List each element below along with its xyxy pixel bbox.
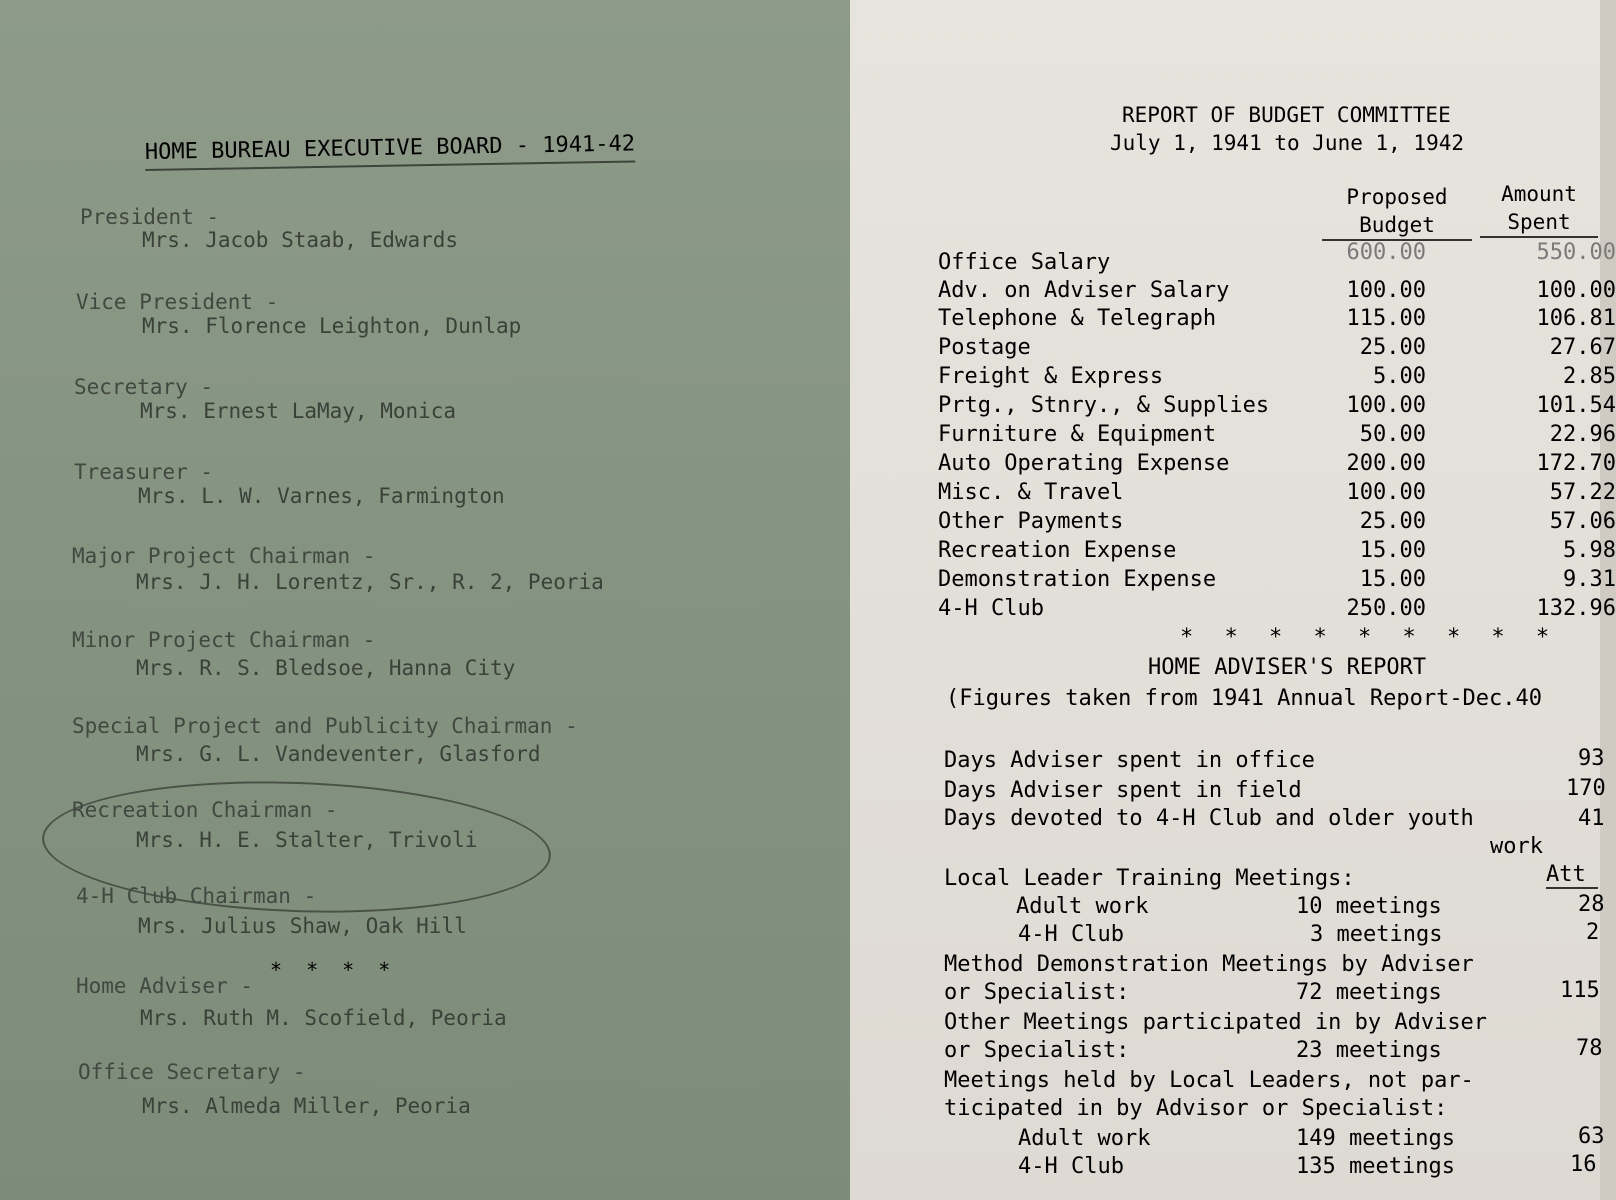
adviser-title: HOME ADVISER'S REPORT [1148, 655, 1427, 680]
local-leaders-label-2: ticipated in by Advisor or Specialist: [944, 1096, 1448, 1121]
budget-spent: 101.54 [1536, 393, 1616, 418]
budget-spent: 106.81 [1536, 306, 1616, 331]
meeting-count: 149 meetings [1296, 1126, 1455, 1151]
officer-member: Mrs. J. H. Lorentz, Sr., R. 2, Peoria [136, 570, 604, 594]
board-title: HOME BUREAU EXECUTIVE BOARD - 1941-42 [145, 131, 636, 171]
budget-item: 4-H Club [938, 596, 1044, 621]
budget-proposed: 15.00 [1359, 567, 1426, 592]
method-demo-label: Method Demonstration Meetings by Adviser [944, 952, 1474, 977]
budget-spent: 57.22 [1549, 480, 1616, 505]
officer-role: Secretary - [74, 375, 214, 399]
meeting-attendance: 63 [1578, 1124, 1605, 1149]
budget-item: Office Salary [938, 250, 1111, 275]
col-spent-line2: Spent [1480, 208, 1598, 238]
meeting-attendance: 2 [1586, 920, 1600, 945]
budget-row [938, 278, 1616, 307]
attendance-header: Att [1546, 862, 1598, 889]
other-meetings-label: Other Meetings participated in by Adviser [944, 1010, 1488, 1035]
budget-item: Telephone & Telegraph [938, 306, 1217, 331]
budget-item: Freight & Express [938, 364, 1164, 389]
officer-role: Special Project and Publicity Chairman - [72, 714, 578, 738]
budget-spent: 132.96 [1536, 596, 1616, 621]
officer-member: Mrs. Julius Shaw, Oak Hill [138, 914, 467, 938]
budget-row [938, 451, 1616, 480]
meeting-attendance: 78 [1576, 1036, 1603, 1061]
budget-item: Furniture & Equipment [938, 422, 1217, 447]
meeting-attendance: 115 [1560, 978, 1600, 1003]
budget-item: Recreation Expense [938, 538, 1177, 563]
officer-role: Minor Project Chairman - [72, 628, 376, 652]
budget-spent: 57.06 [1549, 509, 1616, 534]
officer-member: Mrs. Ruth M. Scofield, Peoria [140, 1006, 507, 1030]
officer-member: Mrs. Florence Leighton, Dunlap [142, 314, 522, 338]
budget-item: Prtg., Stnry., & Supplies [938, 393, 1270, 418]
officer-member: Mrs. R. S. Bledsoe, Hanna City [136, 656, 516, 680]
leader-training-label: Local Leader Training Meetings: [944, 866, 1355, 891]
officer-member: Mrs. Ernest LaMay, Monica [140, 399, 457, 423]
adviser-stat-cont: work [1490, 834, 1543, 859]
budget-proposed: 100.00 [1346, 393, 1426, 418]
adviser-stat-label: Days Adviser spent in office [944, 748, 1315, 773]
budget-row [938, 393, 1616, 422]
col-proposed-line2: Budget [1322, 211, 1472, 241]
adviser-stat-value: 93 [1578, 746, 1605, 771]
officer-member: Mrs. G. L. Vandeventer, Glasford [136, 742, 541, 766]
budget-spent: 100.00 [1536, 278, 1616, 303]
budget-separator: * * * * * * * * * [1180, 625, 1559, 650]
budget-period: July 1, 1941 to June 1, 1942 [1110, 131, 1465, 155]
board-separator: * * * * [270, 958, 397, 982]
meeting-type: Adult work [1016, 894, 1149, 919]
officer-member: Mrs. Almeda Miller, Peoria [142, 1094, 471, 1118]
budget-spent: 172.70 [1536, 451, 1616, 476]
officer-member: Mrs. Jacob Staab, Edwards [142, 228, 459, 252]
budget-row [938, 480, 1616, 509]
budget-spent: 2.85 [1563, 364, 1616, 389]
method-demo-label-2: or Specialist: [944, 980, 1130, 1005]
budget-row [938, 335, 1616, 364]
officer-role: Recreation Chairman - [72, 798, 338, 822]
col-spent-header [1480, 180, 1598, 238]
budget-row [938, 306, 1616, 335]
adviser-stat-label: Days Adviser spent in field [944, 778, 1302, 803]
budget-item: Auto Operating Expense [938, 451, 1230, 476]
meeting-count: 23 meetings [1296, 1038, 1442, 1063]
adviser-stat-value: 41 [1578, 806, 1605, 831]
budget-row [938, 422, 1616, 451]
budget-proposed: 600.00 [1346, 240, 1426, 265]
col-proposed-header [1322, 183, 1472, 241]
local-leaders-label: Meetings held by Local Leaders, not par- [944, 1068, 1474, 1093]
budget-spent: 27.67 [1549, 335, 1616, 360]
budget-title: REPORT OF BUDGET COMMITTEE [1122, 103, 1451, 127]
budget-proposed: 50.00 [1359, 422, 1426, 447]
meeting-attendance: 16 [1570, 1152, 1597, 1177]
budget-proposed: 100.00 [1346, 480, 1426, 505]
officer-member: Mrs. L. W. Varnes, Farmington [138, 484, 505, 508]
budget-item: Other Payments [938, 509, 1124, 534]
budget-proposed: 5.00 [1373, 364, 1426, 389]
budget-spent: 9.31 [1563, 567, 1616, 592]
meeting-type: 4-H Club [1018, 922, 1124, 947]
budget-item: Misc. & Travel [938, 480, 1124, 505]
budget-row [938, 364, 1616, 393]
budget-proposed: 25.00 [1359, 335, 1426, 360]
budget-proposed: 250.00 [1346, 596, 1426, 621]
meeting-type: Adult work [1018, 1126, 1151, 1151]
meeting-attendance: 28 [1578, 892, 1605, 917]
other-meetings-label-2: or Specialist: [944, 1038, 1130, 1063]
budget-item: Postage [938, 335, 1031, 360]
budget-proposed: 15.00 [1359, 538, 1426, 563]
meeting-count: 135 meetings [1296, 1154, 1455, 1179]
meeting-count: 3 meetings [1310, 922, 1443, 947]
meeting-count: 10 meetings [1296, 894, 1442, 919]
budget-spent: 5.98 [1563, 538, 1616, 563]
officer-role: Treasurer - [74, 460, 214, 484]
officer-role: Home Adviser - [76, 974, 254, 998]
budget-spent: 550.00 [1536, 240, 1616, 265]
adviser-stat-label: Days devoted to 4-H Club and older youth [944, 806, 1474, 831]
budget-row [938, 538, 1616, 567]
budget-row [938, 509, 1616, 538]
col-spent-line1: Amount [1501, 182, 1577, 206]
officer-role: 4-H Club Chairman - [76, 884, 317, 908]
budget-item: Demonstration Expense [938, 567, 1217, 592]
officer-role: Major Project Chairman - [72, 544, 376, 568]
budget-proposed: 100.00 [1346, 278, 1426, 303]
adviser-stat-value: 170 [1566, 776, 1606, 801]
budget-item: Adv. on Adviser Salary [938, 278, 1230, 303]
budget-spent: 22.96 [1549, 422, 1616, 447]
budget-proposed: 115.00 [1346, 306, 1426, 331]
col-proposed-line1: Proposed [1346, 185, 1448, 209]
budget-row [938, 240, 1616, 279]
officer-role: President - [80, 205, 220, 229]
officer-role: Vice President - [76, 290, 279, 314]
officer-role: Office Secretary - [78, 1060, 306, 1084]
budget-row [938, 567, 1616, 596]
budget-row [938, 596, 1616, 625]
officer-member: Mrs. H. E. Stalter, Trivoli [136, 828, 478, 852]
budget-proposed: 25.00 [1359, 509, 1426, 534]
adviser-note: (Figures taken from 1941 Annual Report-Dec.40 [946, 686, 1543, 711]
meeting-type: 4-H Club [1018, 1154, 1124, 1179]
meeting-count: 72 meetings [1296, 980, 1442, 1005]
budget-proposed: 200.00 [1346, 451, 1426, 476]
